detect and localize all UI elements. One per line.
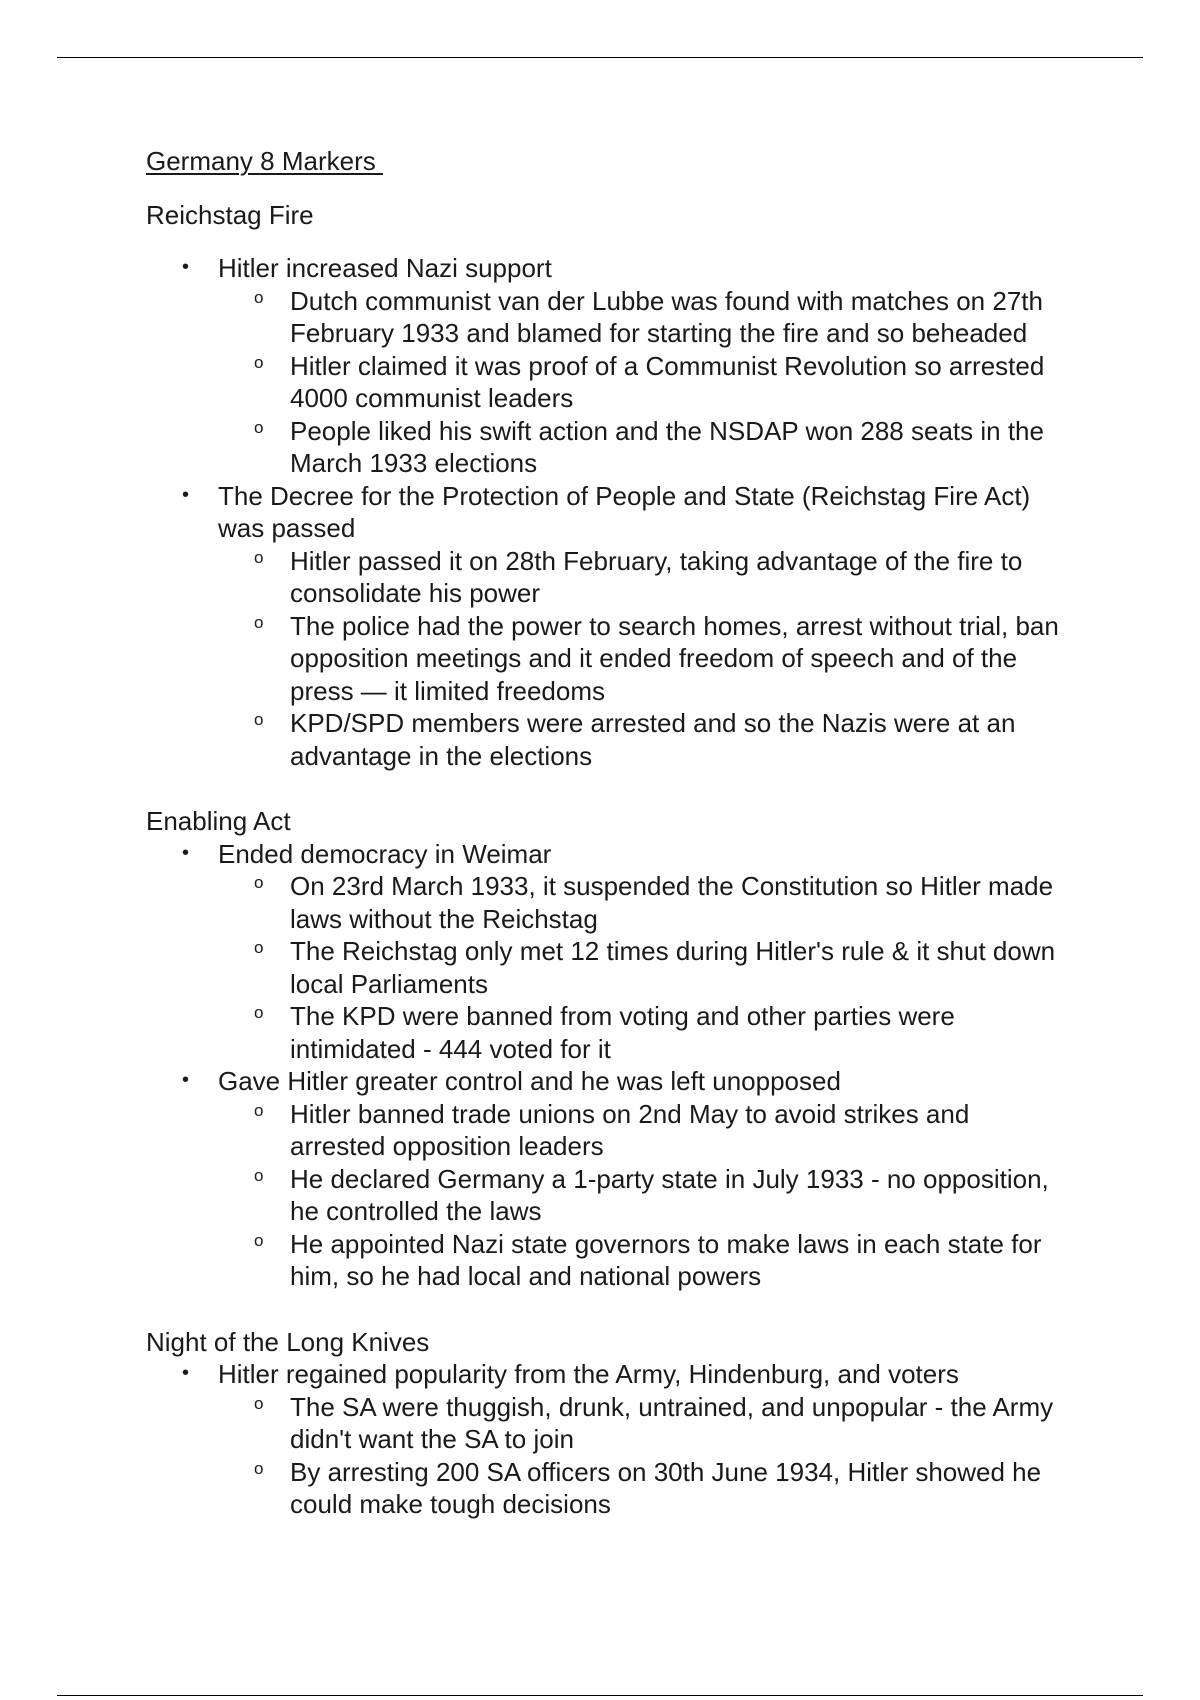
sub-list-item [218, 1228, 1066, 1293]
sub-list-item [218, 350, 1066, 415]
bullet-circle-icon: o [254, 1230, 264, 1250]
bullet-circle-icon: o [254, 1458, 264, 1478]
sub-list-item-text: On 23rd March 1933, it suspended the Constitution so Hitler made laws without the Reichstag [290, 871, 1054, 934]
bullet-dot-icon: • [182, 256, 190, 278]
sub-list-item-text: The SA were thuggish, drunk, untrained, and unpopular - the Army didn't want the SA to join [290, 1391, 1054, 1454]
document-body [146, 145, 1066, 1554]
sub-list-item-text: People liked his swift action and the NSDAP won 288 seats in the March 1933 elections [290, 415, 1044, 478]
list-item [146, 480, 1066, 773]
bullet-circle-icon: o [254, 417, 264, 437]
section-heading: Reichstag Fire [146, 199, 314, 230]
sub-list-item-text: The police had the power to search homes, arrest without trial, ban opposition meetings and it ended freedom of speech and of the press — it limited freedoms [290, 610, 1059, 706]
sub-bullet-list [218, 870, 1066, 1065]
section [146, 1326, 1066, 1521]
bullet-dot-icon: • [182, 841, 190, 864]
section-heading: Enabling Act [146, 806, 291, 836]
bullet-circle-icon: o [254, 1393, 264, 1413]
sub-list-item-text: He appointed Nazi state governors to make laws in each state for him, so he had local and national powers [290, 1228, 1042, 1291]
bullet-circle-icon: o [254, 352, 264, 372]
bullet-list [146, 1358, 1066, 1521]
list-item [146, 838, 1066, 1066]
sub-bullet-list [218, 285, 1066, 480]
sub-bullet-list [218, 1098, 1066, 1293]
sub-list-item-text: He declared Germany a 1-party state in July 1933 - no opposition, he controlled the laws [290, 1163, 1049, 1226]
sub-list-item [218, 1391, 1066, 1456]
bullet-circle-icon: o [254, 873, 264, 892]
bullet-list [146, 252, 1066, 772]
sub-list-item [218, 285, 1066, 350]
sub-list-item [218, 415, 1066, 480]
sections-container [146, 199, 1066, 1521]
sub-list-item [218, 1456, 1066, 1521]
bullet-circle-icon: o [254, 612, 264, 632]
sub-list-item-text: The KPD were banned from voting and other parties were intimidated - 444 voted for it [290, 1001, 955, 1064]
list-item-text: Hitler regained popularity from the Army, Hindenburg, and voters [218, 1359, 959, 1389]
list-item-text: Ended democracy in Weimar [218, 838, 552, 869]
header-rule [57, 57, 1143, 58]
sub-list-item [218, 545, 1066, 610]
sub-list-item [218, 1098, 1066, 1163]
sub-list-item [218, 935, 1066, 1000]
sub-list-item [218, 1163, 1066, 1228]
list-item [146, 1358, 1066, 1521]
sub-list-item-text: Hitler claimed it was proof of a Communist Revolution so arrested 4000 communist leaders [290, 350, 1045, 413]
bullet-circle-icon: o [254, 1003, 264, 1022]
sub-bullet-list [218, 545, 1066, 773]
bullet-circle-icon: o [254, 287, 264, 307]
sub-list-item-text: KPD/SPD members were arrested and so the Nazis were at an advantage in the elections [290, 708, 1016, 771]
list-item [146, 252, 1066, 480]
bullet-circle-icon: o [254, 1165, 264, 1185]
list-item-text: Gave Hitler greater control and he was left unopposed [218, 1066, 841, 1096]
sub-bullet-list [218, 1391, 1066, 1521]
sub-list-item-text: Hitler passed it on 28th February, taking advantage of the fire to consolidate his power [290, 545, 1023, 608]
list-item [146, 1065, 1066, 1293]
sub-list-item-text: The Reichstag only met 12 times during Hitler's rule & it shut down local Parliaments [290, 936, 1056, 999]
bullet-circle-icon: o [254, 938, 264, 957]
sub-list-item [218, 707, 1066, 772]
footer-rule [57, 1695, 1143, 1696]
bullet-dot-icon: • [182, 483, 190, 506]
bullet-circle-icon: o [254, 547, 264, 567]
sub-list-item-text: By arresting 200 SA officers on 30th June 1934, Hitler showed he could make tough decisions [290, 1456, 1042, 1519]
sub-list-item-text: Hitler banned trade unions on 2nd May to avoid strikes and arrested opposition leaders [290, 1098, 970, 1161]
bullet-list [146, 838, 1066, 1293]
bullet-circle-icon: o [254, 710, 264, 729]
section [146, 199, 1066, 773]
document-title: Germany 8 Markers [146, 146, 383, 176]
bullet-circle-icon: o [254, 1100, 264, 1120]
sub-list-item [218, 1000, 1066, 1065]
sub-list-item [218, 610, 1066, 708]
list-item-text: The Decree for the Protection of People and State (Reichstag Fire Act) was passed [218, 480, 1031, 543]
section-heading: Night of the Long Knives [146, 1326, 430, 1357]
bullet-dot-icon: • [182, 1362, 190, 1384]
bullet-dot-icon: • [182, 1069, 190, 1091]
list-item-text: Hitler increased Nazi support [218, 253, 552, 283]
sub-list-item-text: Dutch communist van der Lubbe was found with matches on 27th February 1933 and blamed for starting the fire and so beheaded [290, 285, 1043, 348]
section [146, 805, 1066, 1293]
sub-list-item [218, 870, 1066, 935]
